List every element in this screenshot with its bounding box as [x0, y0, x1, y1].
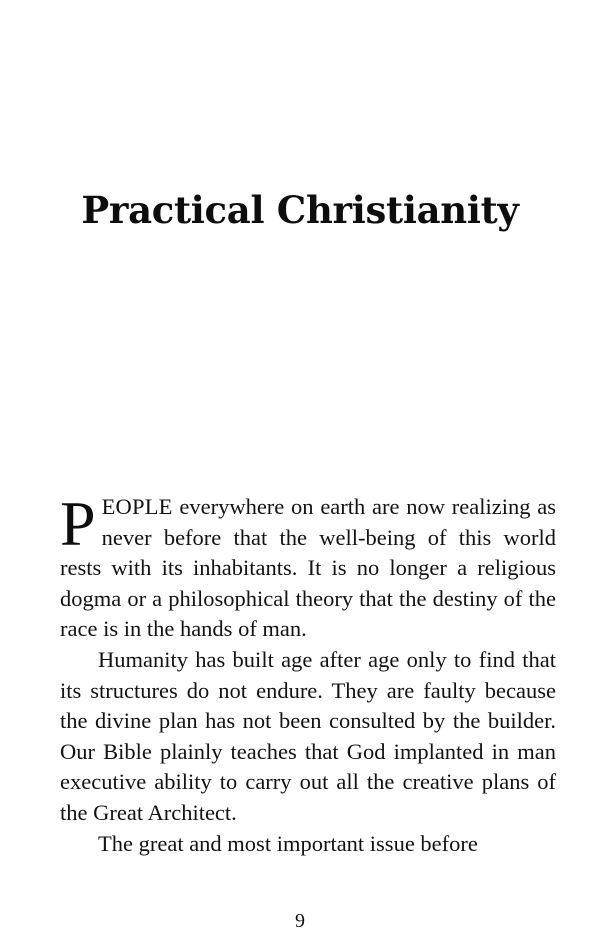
paragraph-1 [60, 488, 556, 645]
paragraph-1-text: everywhere on earth are now realizing as never before that the well-being of this world rests with its inhabitants. It is no longer a religious dogma or a philosophical theory that the destiny of the race is in the hands of man. [60, 494, 556, 642]
paragraph-1-lead: EOPLE [101, 494, 173, 519]
drop-cap: P [60, 488, 96, 559]
paragraph-3: The great and most important issue before [98, 830, 478, 856]
chapter-title: Practical Christianity [81, 188, 519, 232]
body-text [60, 488, 556, 859]
page-number: 9 [295, 910, 305, 932]
paragraph-2: Humanity has built age after age only to find that its structures do not endure. They are faulty because the divine plan has not been consulted by the builder. Our Bible plainly teaches that God implanted in man executive ability to carry out all the creative plans of the Great Architect. [60, 646, 556, 825]
